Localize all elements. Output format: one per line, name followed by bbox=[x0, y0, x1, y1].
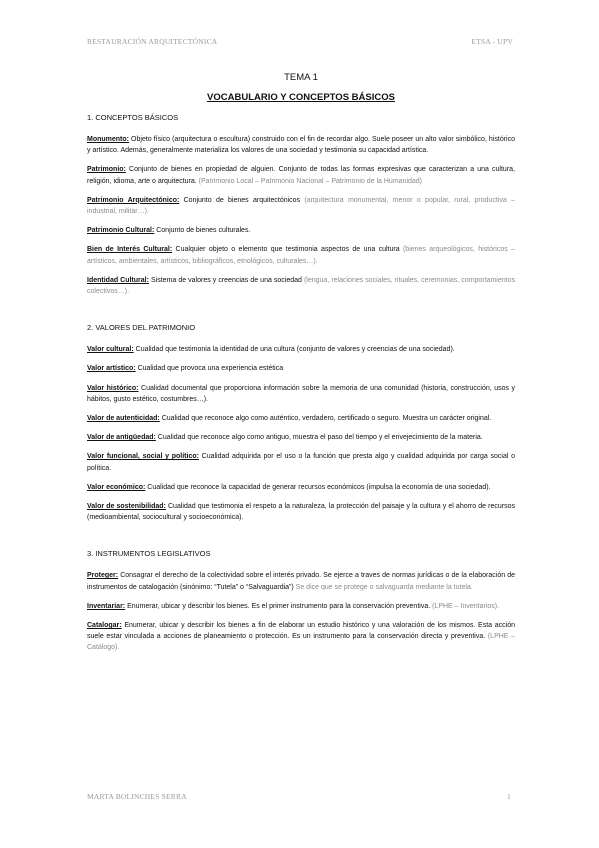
term: Patrimonio: bbox=[87, 166, 126, 174]
definition-note: (LPHE – Catálogo). bbox=[87, 633, 515, 652]
definition-entry bbox=[87, 570, 515, 592]
definition-entry bbox=[87, 244, 515, 266]
definition-note: (arquitectura monumental, menor o popular, rural, productiva – industrial, militar…). bbox=[87, 196, 516, 216]
header-course-title: RESTAURACIÓN ARQUITECTÓNICA bbox=[87, 37, 218, 46]
definition-text: Cualidad adquirida por el uso o la función que presta algo y cualidad adquirida por carga social o política. bbox=[87, 453, 515, 472]
term: Bien de Interés Cultural: bbox=[87, 246, 173, 254]
document-title: VOCABULARIO Y CONCEPTOS BÁSICOS bbox=[207, 92, 395, 103]
definition-text: Cualidad que reconoce la capacidad de generar recursos económicos (impulsa la economía de una sociedad). bbox=[145, 483, 491, 491]
definition-entry bbox=[87, 383, 515, 405]
definition-entry bbox=[87, 451, 515, 473]
definition-text: Consagrar el derecho de la colectividad sobre el interés privado. Se ejerce a traves de normas jurídicas o de la elaboración de instrumentos de catalogación (sinónimo: “Tutela” o “Salvaguardia”) bbox=[87, 572, 515, 591]
definition-note: (LPHE – Inventarios). bbox=[430, 602, 500, 610]
term: Valor de antigüedad: bbox=[87, 434, 156, 442]
term: Valor de autenticidad: bbox=[87, 415, 160, 423]
definition-entry bbox=[87, 363, 515, 374]
definition-entry bbox=[87, 601, 515, 612]
term: Identidad Cultural: bbox=[87, 276, 149, 284]
footer-author: MARTA BOLINCHES SERRA bbox=[87, 792, 187, 801]
term: Proteger: bbox=[87, 572, 119, 580]
section-heading: 3. INSTRUMENTOS LEGISLATIVOS bbox=[87, 549, 211, 559]
definition-text: Cualidad que testimonia la identidad de una cultura (conjunto de valores y creencias de una sociedad). bbox=[133, 346, 455, 354]
section-heading: 1. CONCEPTOS BÁSICOS bbox=[87, 113, 179, 122]
definition-text: Cualquier objeto o elemento que testimonia aspectos de una cultura bbox=[172, 246, 400, 254]
definition-text: Enumerar, ubicar y describir los bienes. Es el primer instrumento para la conservación preventiva. bbox=[125, 602, 431, 610]
definition-entry bbox=[87, 344, 515, 355]
term: Patrimonio Cultural: bbox=[87, 227, 155, 235]
definition-entry bbox=[87, 620, 515, 654]
definition-text: Conjunto de bienes en propiedad de alguien. Conjunto de todas las formas expresivas que caracterizan a una cultura, religión, idioma, arte o arquitectura. bbox=[87, 166, 515, 185]
definition-text: Cualidad que provoca una experiencia estética bbox=[135, 365, 284, 373]
term: Valor histórico: bbox=[87, 384, 139, 392]
term: Monumento: bbox=[87, 136, 129, 143]
definition-text: Cualidad documental que proporciona información sobre la memoria de una comunidad (historia, construcción, usos y hábitos, gusto estético, costumbres…). bbox=[87, 384, 515, 403]
definition-entry bbox=[87, 225, 515, 236]
term: Valor funcional, social y político: bbox=[87, 453, 199, 461]
tema-label: TEMA 1 bbox=[284, 72, 318, 83]
term: Patrimonio Arquitectónico: bbox=[87, 196, 180, 204]
term: Valor de sostenibilidad: bbox=[87, 503, 166, 511]
term: Valor artístico: bbox=[87, 365, 136, 373]
definition-entry bbox=[87, 432, 515, 443]
definition-entry bbox=[87, 134, 515, 156]
definition-text: Enumerar, ubicar y describir los bienes a fin de elaborar un estudio histórico y una valoración de los mismos. Esta acción suele estar vinculada a acciones de planeamiento o protección. Es un instrumento para la conservación directa y preventiva. bbox=[87, 622, 515, 641]
definition-text: Cualidad que testimonia el respeto a la naturaleza, la protección del paisaje y la cultura y el ahorro de recursos (medioambiental, sociocultural y socioeconómica). bbox=[87, 503, 515, 522]
definition-text: Conjunto de bienes culturales. bbox=[154, 227, 251, 235]
term: Inventariar: bbox=[87, 602, 126, 610]
definition-entry bbox=[87, 164, 515, 186]
definition-text: Cualidad que reconoce algo como auténtico, verdadero, certificado o seguro. Muestra un carácter original. bbox=[159, 415, 492, 423]
definition-text: Objeto físico (arquitectura o escultura) construido con el fin de recordar algo. Suele poseer un alto valor simbólico, histórico y artístico. Además, generalmente materializa los valores de una sociedad y testimonia su capacidad artística. bbox=[87, 136, 515, 155]
definition-entry bbox=[87, 501, 515, 523]
section-heading: 2. VALORES DEL PATRIMONIO bbox=[87, 323, 196, 333]
term: Valor cultural: bbox=[87, 346, 134, 354]
definition-text: Sistema de valores y creencias de una sociedad bbox=[148, 276, 302, 284]
definition-entry bbox=[87, 413, 515, 424]
header-school: ETSA - UPV bbox=[471, 37, 513, 46]
definition-note: (lengua, relaciones sociales, rituales, ceremonias, comportamientos colectivos…). bbox=[87, 276, 515, 296]
document-body bbox=[87, 72, 515, 662]
definition-note: Se dice que se protege o salvaguarda mediante la tutela. bbox=[293, 583, 473, 591]
definition-note: (Patrimonio Local – Patrimonio Nacional – Patrimonio de la Humanidad) bbox=[196, 177, 423, 185]
footer-page-number: 1 bbox=[507, 792, 511, 801]
definition-entry bbox=[87, 275, 515, 297]
definition-text: Cualidad que reconoce algo como antiguo, muestra el paso del tiempo y el envejecimiento de la materia. bbox=[155, 434, 483, 442]
definition-text: Conjunto de bienes arquitectónicos bbox=[179, 196, 301, 204]
definition-entry bbox=[87, 195, 515, 217]
definition-note: (bienes arqueológicos, históricos – artísticos, ambientales, artísticos, bibliográficos, etnológicos, culturales…). bbox=[87, 246, 516, 265]
definition-entry bbox=[87, 482, 515, 493]
term: Catalogar: bbox=[87, 622, 122, 630]
sections-container bbox=[87, 113, 515, 654]
term: Valor económico: bbox=[87, 483, 146, 491]
